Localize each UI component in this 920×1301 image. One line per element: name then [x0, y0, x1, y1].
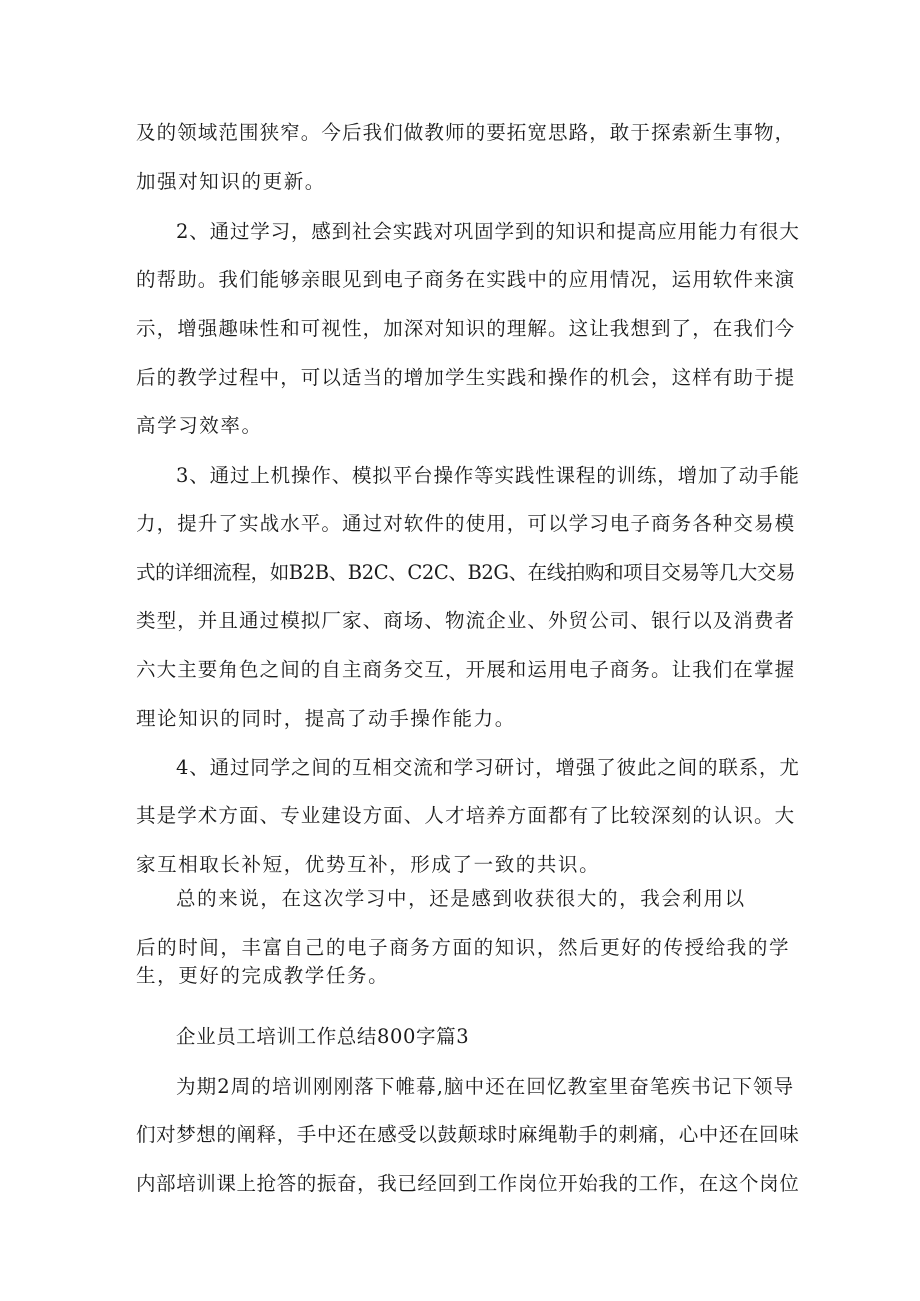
text-line: 力，提升了实战水平。通过对软件的使用，可以学习电子商务各种交易模	[136, 512, 796, 535]
text-line: 内部培训课上抢答的振奋，我已经回到工作岗位开始我的工作，在这个岗位	[136, 1172, 800, 1195]
text-line: 高学习效率。	[136, 414, 263, 437]
text-line: 家互相取长补短，优势互补，形成了一致的共识。	[136, 853, 601, 876]
text-line: 类型，并且通过模拟厂家、商场、物流企业、外贸公司、银行以及消费者	[136, 609, 796, 632]
text-line: 及的领域范围狭窄。今后我们做教师的要拓宽思路，敢于探索新生事物，	[136, 121, 796, 144]
paragraph-start-line: 4、通过同学之间的互相交流和学习研讨，增强了彼此之间的联系，尤	[176, 756, 800, 779]
paragraph-start-line: 3、通过上机操作、模拟平台操作等实践性课程的训练，增加了动手能	[176, 464, 800, 487]
text-line: 们对梦想的阐释，手中还在感受以鼓颠球时麻绳勒手的刺痛，心中还在回味	[136, 1123, 800, 1146]
paragraph-start-line: 为期2周的培训刚刚落下帷幕,脑中还在回忆教室里奋笔疾书记下领导	[176, 1075, 795, 1098]
paragraph-start-line: 2、通过学习，感到社会实践对巩固学到的知识和提高应用能力有很大	[176, 220, 800, 243]
paragraph-start-line: 总的来说，在这次学习中，还是感到收获很大的，我会利用以	[176, 887, 746, 910]
text-line: 的帮助。我们能够亲眼见到电子商务在实践中的应用情况，运用软件来演	[136, 268, 796, 291]
text-line: 六大主要角色之间的自主商务交互，开展和运用电子商务。让我们在掌握	[136, 658, 796, 681]
text-line: 后的教学过程中，可以适当的增加学生实践和操作的机会，这样有助于提	[136, 366, 796, 389]
text-line: 后的时间，丰富自己的电子商务方面的知识，然后更好的传授给我的学	[136, 936, 791, 959]
text-line: 式的详细流程，如B2B、B2C、C2C、B2G、在线拍购和项目交易等几大交易	[136, 561, 796, 584]
text-line: 加强对知识的更新。	[136, 170, 326, 193]
text-line: 其是学术方面、专业建设方面、人才培养方面都有了比较深刻的认识。大	[136, 804, 796, 827]
section-heading: 企业员工培训工作总结800字篇3	[176, 1025, 470, 1048]
text-line: 生，更好的完成教学任务。	[136, 964, 390, 987]
text-line: 理论知识的同时，提高了动手操作能力。	[136, 707, 516, 730]
text-line: 示，增强趣味性和可视性，加深对知识的理解。这让我想到了，在我们今	[136, 317, 796, 340]
